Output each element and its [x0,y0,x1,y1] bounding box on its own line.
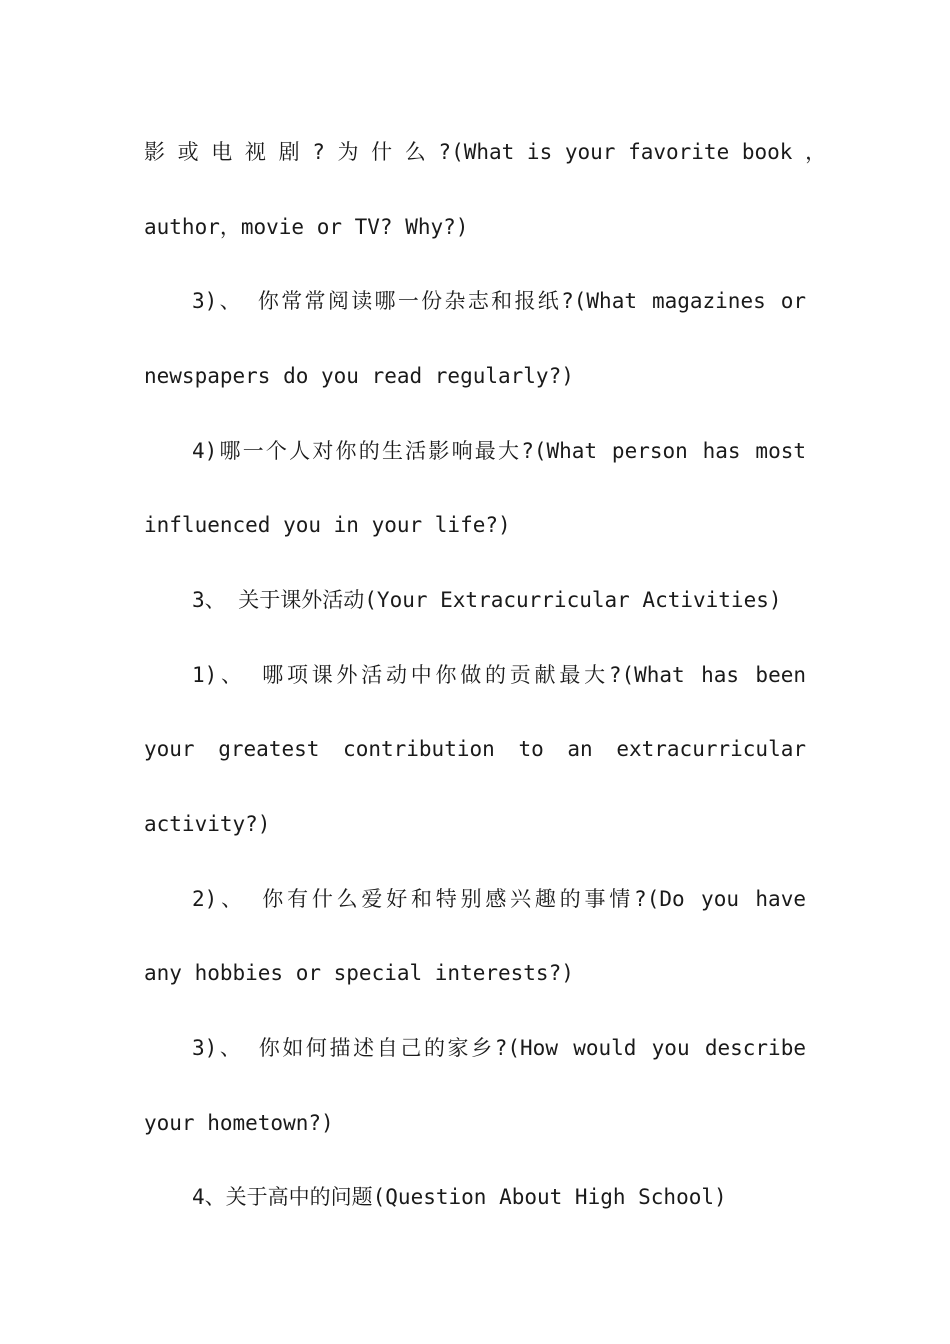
question-2-hobbies: 2)、 你有什么爱好和特别感兴趣的事情?(Do you have [192,887,806,911]
paragraph-line-6: influenced you in your life?) [144,513,511,537]
section-heading-high-school: 4、关于高中的问题(Question About High School) [192,1185,727,1209]
paragraph-line-4: newspapers do you read regularly?) [144,364,574,388]
question-3-hometown: 3)、 你如何描述自己的家乡?(How would you describe [192,1036,806,1060]
paragraph-line-10: activity?) [144,812,271,836]
question-1-contribution: 1)、 哪项课外活动中你做的贡献最大?(What has been [192,663,806,687]
paragraph-line-1: 影 或 电 视 剧 ? 为 什 么 ?(What is your favorite book ， [144,140,827,164]
paragraph-line-12: any hobbies or special interests?) [144,961,574,985]
paragraph-line-9: your greatest contribution to an extracurricular [144,737,806,761]
section-heading-extracurricular: 3、 关于课外活动(Your Extracurricular Activities) [192,588,782,612]
paragraph-line-14: your hometown?) [144,1111,334,1135]
question-4-influential-person: 4)哪一个人对你的生活影响最大?(What person has most [192,439,806,463]
paragraph-line-2: author，movie or TV? Why?) [144,215,469,239]
question-3-magazines: 3)、 你常常阅读哪一份杂志和报纸?(What magazines or [192,289,806,313]
